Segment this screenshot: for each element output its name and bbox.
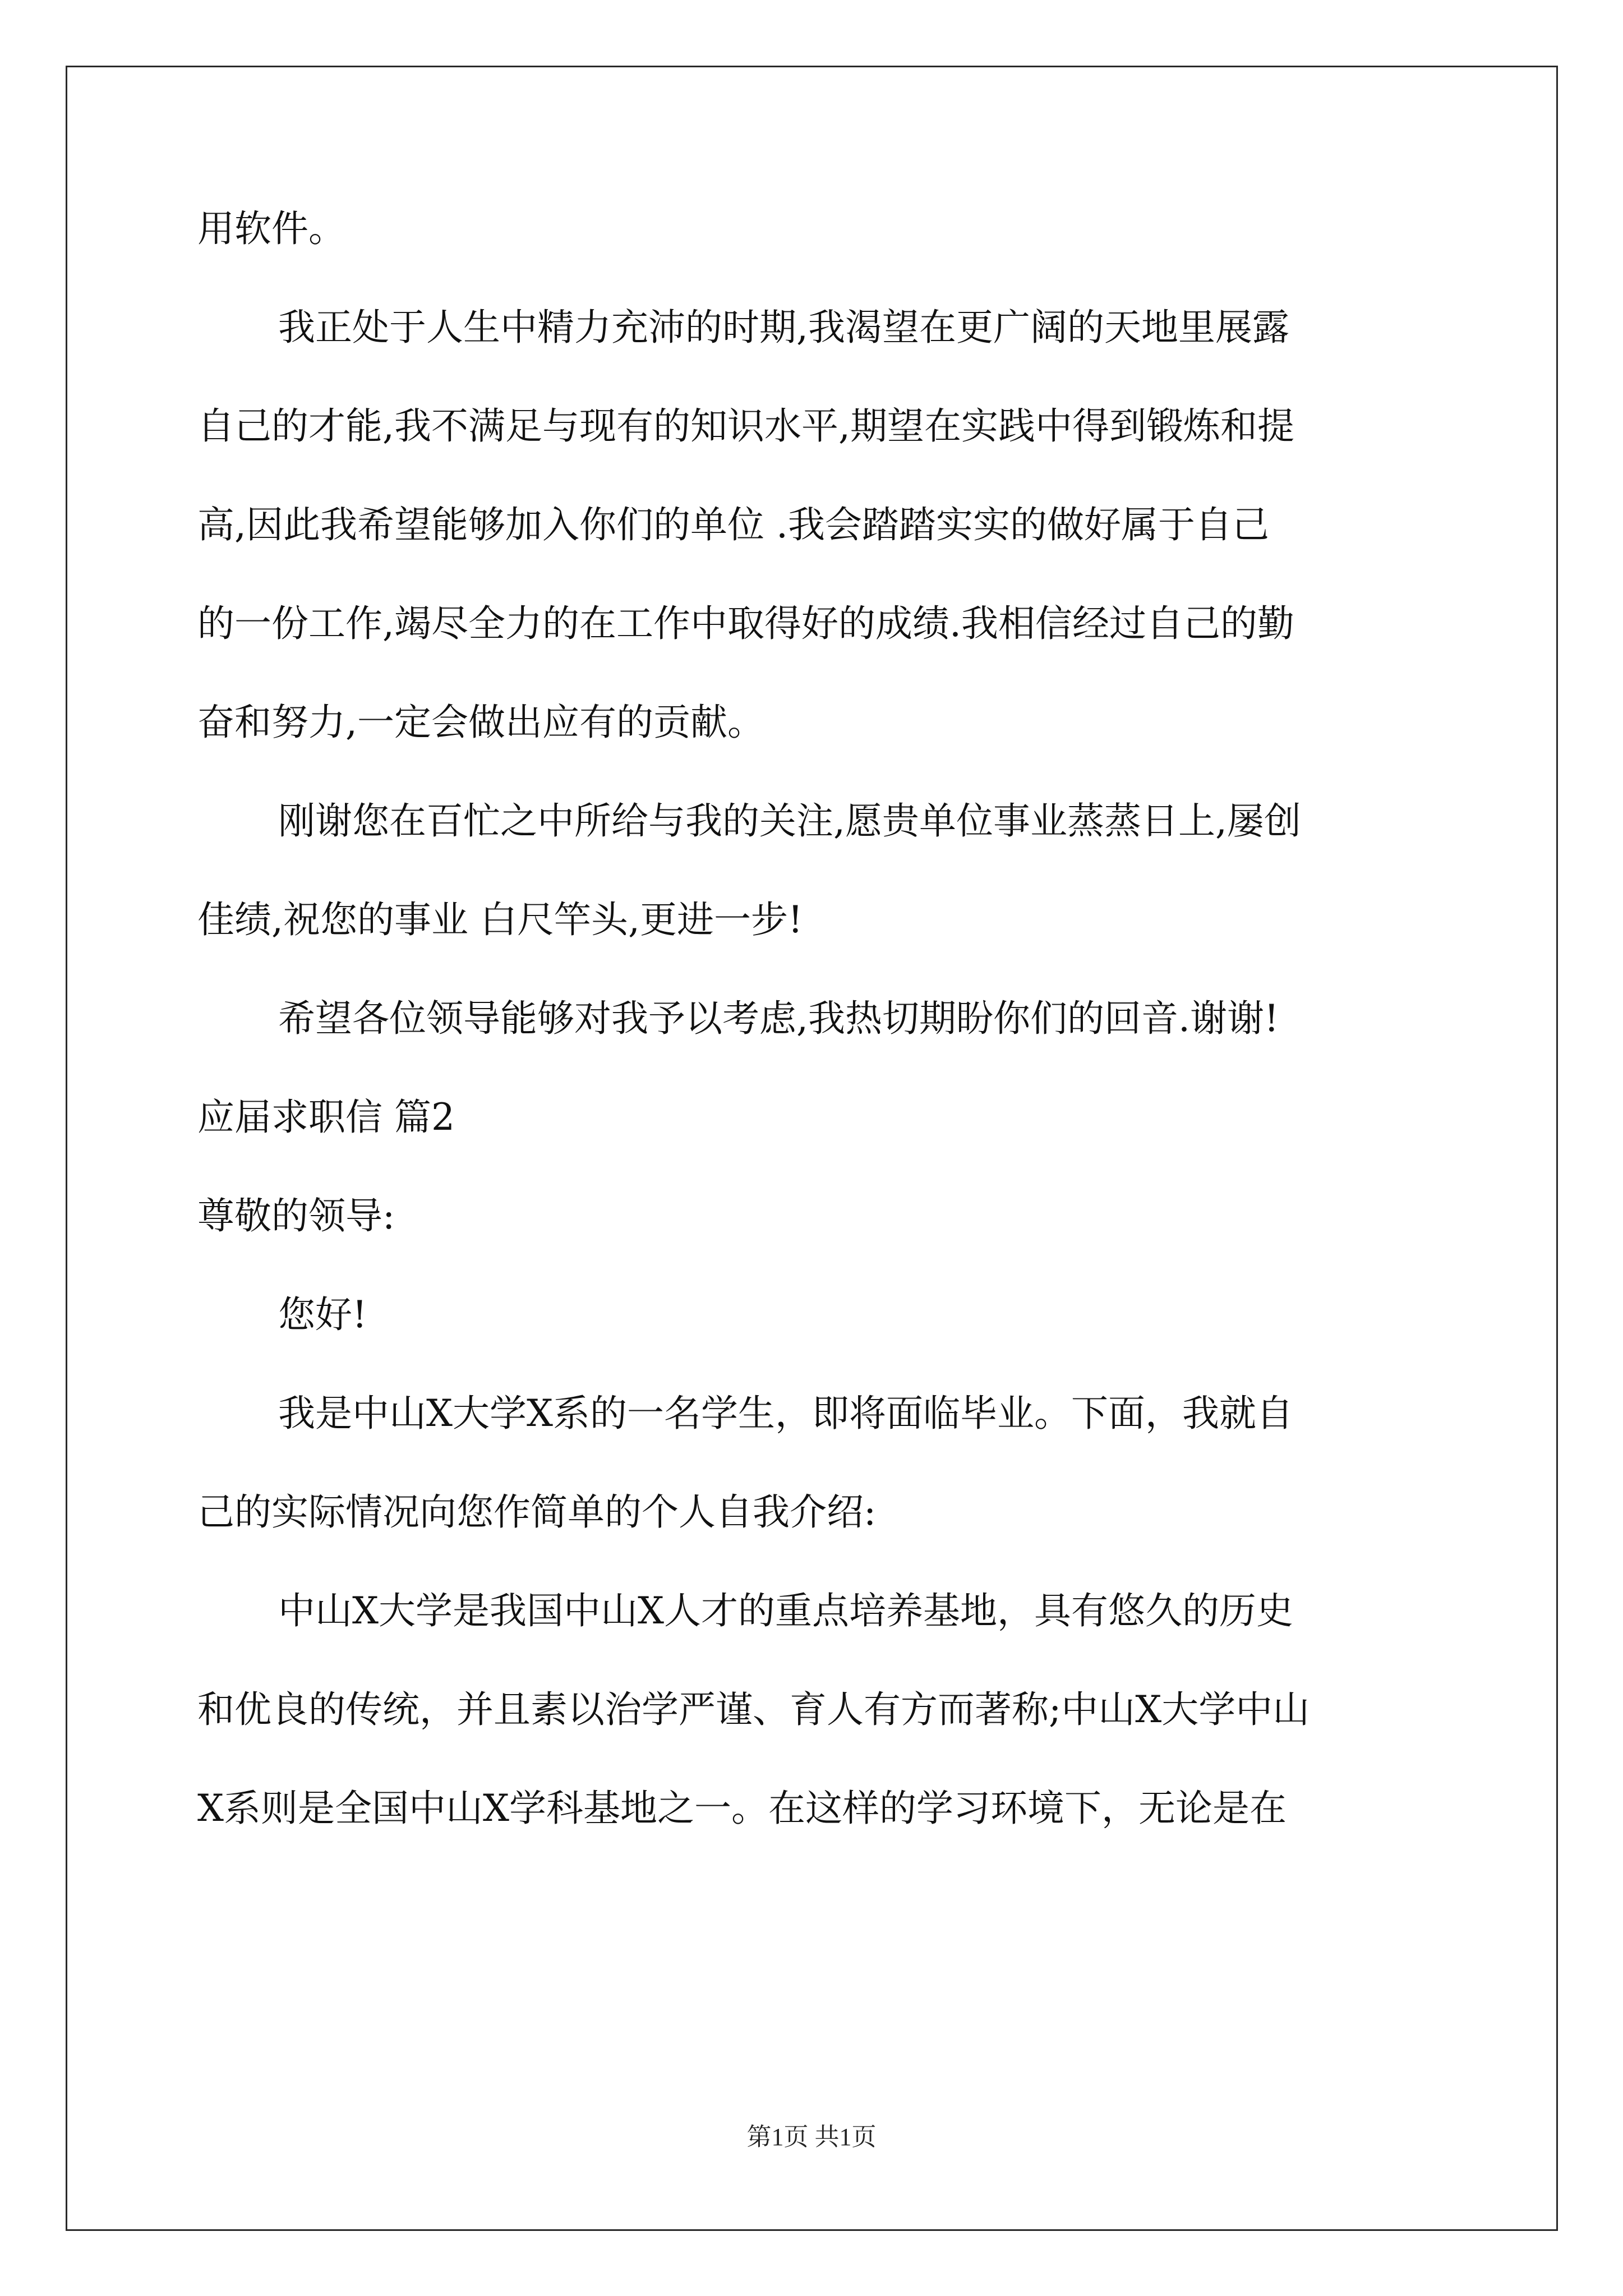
- text-line: 高,因此我希望能够加入你们的单位 .我会踏踏实实的做好属于自己: [197, 503, 1269, 546]
- text-line: 用软件。: [197, 207, 345, 250]
- text-line: 的一份工作,竭尽全力的在工作中取得好的成绩.我相信经过自己的勤: [197, 602, 1294, 645]
- text-line: X系则是全国中山X学科基地之一。在这样的学习环境下，无论是在: [197, 1787, 1287, 1830]
- text-line: 中山X大学是我国中山X人才的重点培养基地，具有悠久的历史: [278, 1589, 1293, 1632]
- text-line: 佳绩,祝您的事业 白尺竿头,更进一步!: [197, 898, 803, 941]
- page-number-footer: 第1页 共1页: [746, 2123, 877, 2151]
- page-border: [66, 66, 1558, 2231]
- greeting: 您好!: [278, 1293, 367, 1336]
- salutation: 尊敬的领导:: [197, 1194, 395, 1237]
- text-line: 我正处于人生中精力充沛的时期,我渴望在更广阔的天地里展露: [278, 306, 1289, 349]
- text-line: 奋和努力,一定会做出应有的贡献。: [197, 701, 764, 744]
- text-line: 我是中山X大学X系的一名学生，即将面临毕业。下面，我就自: [278, 1392, 1293, 1435]
- text-line: 自己的才能,我不满足与现有的知识水平,期望在实践中得到锻炼和提: [197, 404, 1294, 448]
- text-line: 己的实际情况向您作简单的个人自我介绍:: [197, 1490, 877, 1534]
- section-heading: 应届求职信 篇2: [197, 1096, 455, 1139]
- text-line: 刚谢您在百忙之中所给与我的关注,愿贵单位事业蒸蒸日上,屡创: [278, 799, 1301, 843]
- text-line: 和优良的传统，并且素以治学严谨、育人有方而著称;中山X大学中山: [197, 1688, 1310, 1731]
- text-line: 希望各位领导能够对我予以考虑,我热切期盼你们的回音.谢谢!: [278, 997, 1279, 1040]
